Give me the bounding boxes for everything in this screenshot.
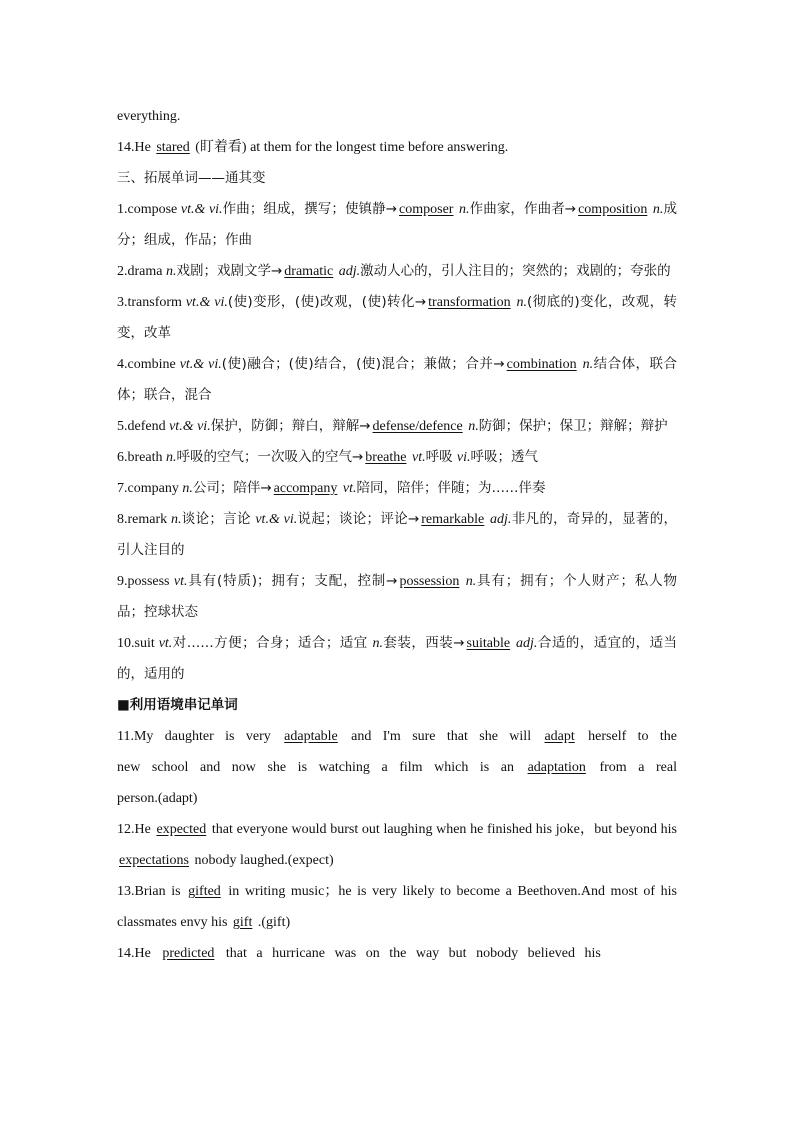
sentence-14-stared: 14.He stared (盯着看) at them for the longest time before answering.: [117, 140, 509, 155]
vocab-item-defend: 5.defend vt.& vi.保护，防御；辩白，辩解→ defense/defence n.防御；保护；保卫；辩解；辩护: [117, 418, 668, 434]
answer-blank: accompany: [273, 481, 338, 496]
vocab-item-remark: 8.remark n.谈论；言论 vt.& vi.说起；谈论；评论→ remarkable adj.非凡的，奇异的，显著的，引人注目的: [117, 511, 678, 558]
answer-blank: expectations: [119, 853, 189, 868]
sentence-14-predict: 14.He predicted that a hurricane was on the way but nobody believed his: [117, 946, 601, 961]
vocab-item-suit: 10.suit vt.对……方便；合身；适合；适宜 n.套装，西装→ suitable adj.合适的，适宜的，适当的，适用的: [117, 635, 678, 682]
section-heading: 三、拓展单词——通其变: [117, 170, 266, 186]
answer-blank: gifted: [188, 884, 221, 899]
answer-blank: adapt: [544, 729, 575, 744]
answer-blank: suitable: [466, 636, 511, 651]
answer-blank: transformation: [428, 295, 511, 310]
answer-blank: gift: [232, 915, 253, 930]
answer-blank: composition: [578, 202, 648, 217]
answer-blank: stared: [156, 140, 190, 155]
answer-blank: adaptable: [284, 729, 338, 744]
answer-blank: defense/defence: [372, 419, 463, 434]
vocab-item-company: 7.company n.公司；陪伴→ accompany vt.陪同，陪伴；伴随；为……伴奏: [117, 480, 546, 496]
sentence-11-adapt: 11.My daughter is very adaptable and I'm sure that she will adapt herself to the new school and now she is watching a film which is an adaptation from a real person.(adapt): [117, 729, 678, 806]
answer-blank: remarkable: [421, 512, 485, 527]
answer-blank: breathe: [365, 450, 407, 465]
answer-blank: composer: [399, 202, 454, 217]
subsection-heading: ■利用语境串记单词: [117, 697, 238, 713]
answer-blank: combination: [506, 357, 577, 372]
answer-blank: possession: [399, 574, 460, 589]
answer-blank: adaptation: [527, 760, 586, 775]
document-body: [117, 101, 677, 969]
vocab-item-transform: 3.transform vt.& vi.(使)变形，(使)改观，(使)转化→ transformation n.(彻底的)变化，改观，转变，改革: [117, 294, 677, 341]
vocab-item-breath: 6.breath n.呼吸的空气；一次吸入的空气→ breathe vt.呼吸 vi.呼吸；透气: [117, 449, 539, 465]
vocab-item-drama: 2.drama n.戏剧；戏剧文学→ dramatic adj.激动人心的，引人注目的；突然的；戏剧的；夸张的: [117, 263, 671, 279]
answer-blank: expected: [156, 822, 207, 837]
sentence-13-gift: 13.Brian is gifted in writing music；he is very likely to become a Beethoven.And most of his classmates envy his gift .(gift): [117, 884, 677, 930]
vocab-item-combine: 4.combine vt.& vi.(使)融合；(使)结合，(使)混合；兼做；合并→ combination n.结合体，联合体；联合，混合: [117, 356, 677, 403]
vocab-item-compose: 1.compose vt.& vi.作曲；组成，撰写；使镇静→ composer n.作曲家，作曲者→ composition n.成分；组成，作品；作曲: [117, 201, 678, 248]
text-line: everything.: [117, 109, 181, 124]
sentence-12-expect: 12.He expected that everyone would burst out laughing when he finished his joke，but beyond his expectations nobody laughed.(expect): [117, 822, 677, 868]
answer-blank: predicted: [162, 946, 215, 961]
answer-blank: dramatic: [284, 264, 334, 279]
vocab-item-possess: 9.possess vt.具有(特质)；拥有；支配，控制→ possession n.具有；拥有；个人财产；私人物品；控球状态: [117, 573, 677, 620]
